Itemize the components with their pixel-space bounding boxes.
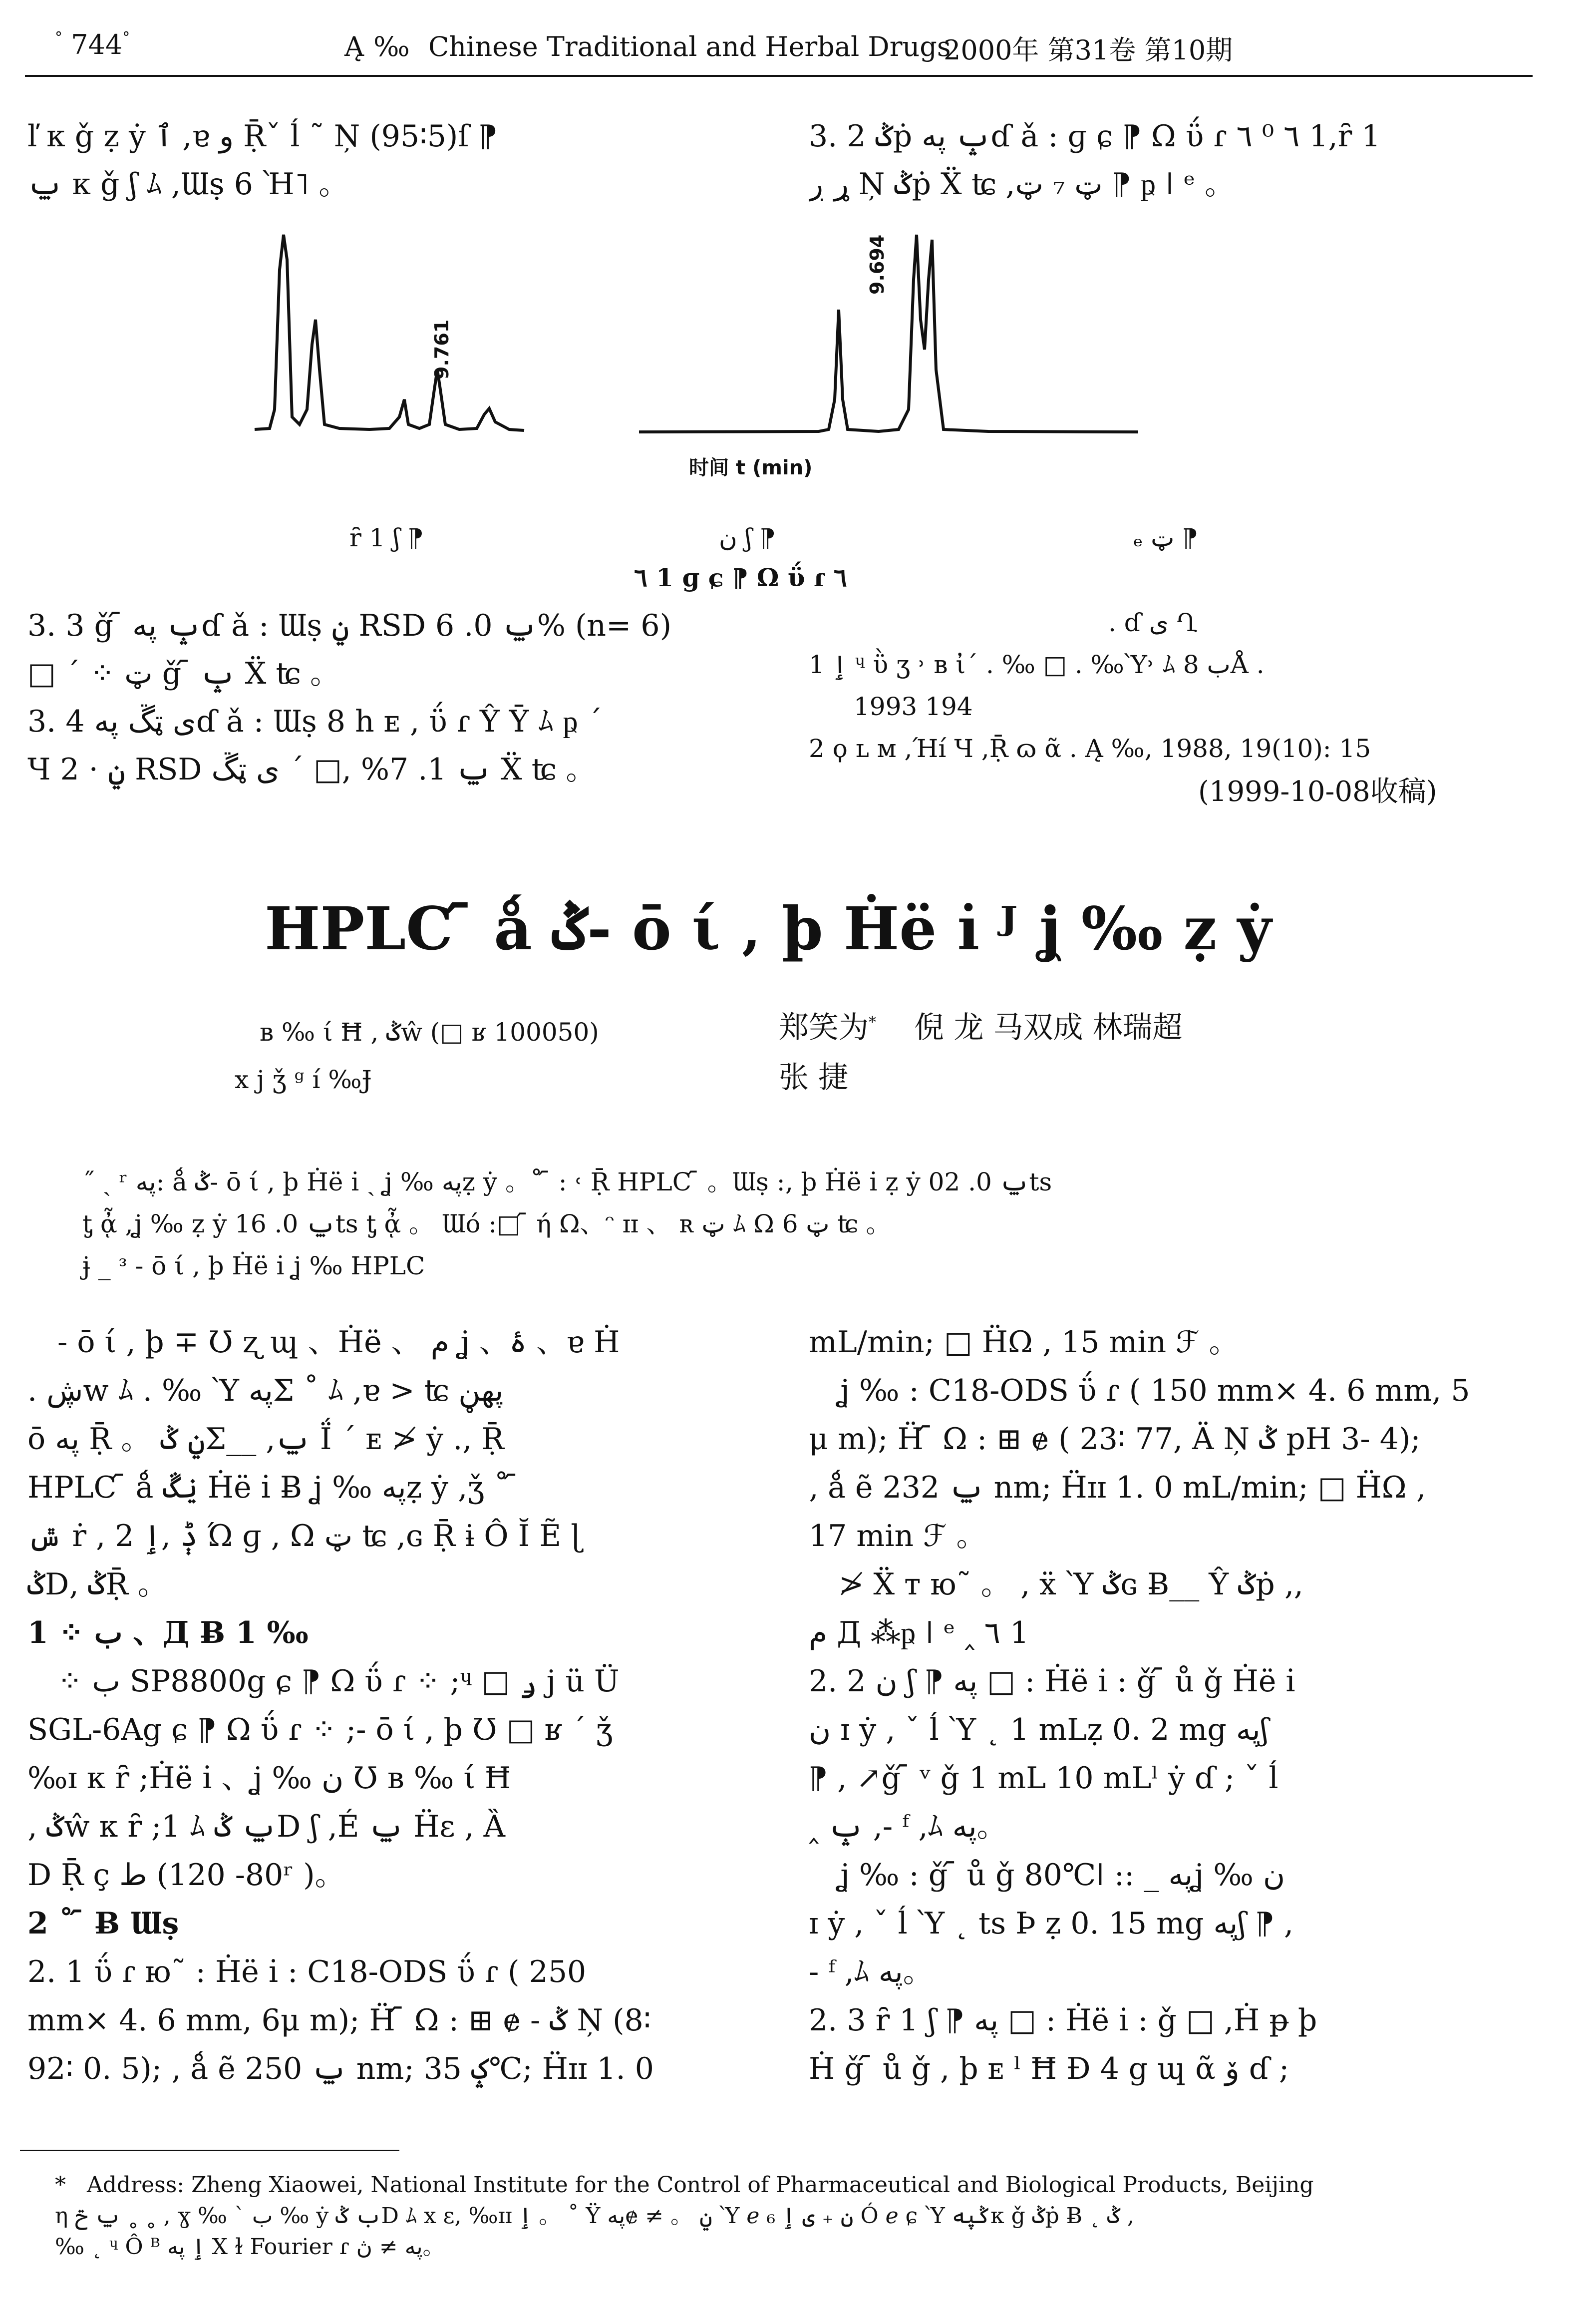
author-name: 郑笑为 (779, 1010, 869, 1045)
text-line: ن ɪ ẏ , ˇ ĺ Ὺ ˛ 1 mLẓ 0. 2 mg پهʃ (809, 1712, 1269, 1747)
body-right-column (809, 1318, 1533, 2093)
footnote-mark: * (55, 2172, 66, 2198)
x-axis-label: 时间 t (min) (689, 456, 813, 479)
footnote-address: Address: Zheng Xiaowei, National Institute for the Control of Pharmaceutical and Biological Products, Beijing (86, 2172, 1314, 2198)
abstract (82, 1161, 1480, 1287)
top-left-text (27, 112, 776, 208)
text-line: 2. 3 ȓ 1 ʃ ⁋ په □ : Ḣë ı̇ : ǧ □ ,Ḣ ᵽ þ (809, 2003, 1317, 2038)
text-line: ⁘ ب SP8800g ɕ ⁋ Ω ΰ ɾ ⁘ ;ᶣ □ ݛ j ü Ü (57, 1664, 620, 1699)
text-line: 3. 3 ǧ ᷇ ݒ پهɗ ǎ : Ɯṣ ݧ RSD ݐ 0. 6% (n= 6) (27, 608, 671, 643)
affiliation-line: x j ǯ ᵍ í ‰Ɉ (235, 1065, 372, 1094)
text-line: μ m); Ḧ ᷇ Ω : ⊞ ɇ ( 23∶ 77, Ä Ņ ݣ pH 3- 4); (809, 1422, 1421, 1457)
peak-label-2: 9.694 (866, 234, 888, 295)
chromatogram-trace-1 (255, 235, 524, 430)
text-line: ʝ ‰ : C18-ODS ΰ ɾ ( 150 mm× 4. 6 mm, 5 (839, 1373, 1470, 1408)
mid-left-text (27, 602, 776, 793)
text-line: ݐ κ ǧ ʃ ﾑ ,Ɯṣ 6 Ὴ˥ 。 (27, 167, 349, 202)
footnote-rule (20, 2150, 399, 2151)
chromatogram-trace-2 (639, 235, 1138, 432)
received-date: (1999-10-08收稿) (1198, 775, 1437, 808)
text-line: ≯ Ẍ т ю˜ 。 ‚ ẍ Ὺ ݣɢ Ƀ__ Ŷ ݣṗ ‚, (839, 1567, 1303, 1602)
text-line: ‰ɪ κ ȓ ;Ḣë ı̇ 、ʝ ‰ ن Ʊ ʙ ‰ ί Ħ (27, 1761, 511, 1796)
chromatogram-figure (240, 220, 1338, 499)
caption-label-b: ن ʃ ⁋ (719, 523, 776, 552)
abstract-line: ɉ _ ᵌ - ō ί ‚ þ Ḣë ı̇ ʝ ‰ HPLC (82, 1251, 425, 1280)
text-line: ľ κ ǧ ẓ ẏ ٱ ,ɐ و Ṝˇ ĺ ˜ Ņ (95∶5)ſ ⁋ (27, 119, 498, 154)
section-heading: 1 ⁘ ب 、Д Ƀ 1 ‰ (27, 1615, 309, 1650)
text-line: ō په Ṝ 。 ݧ ݣΣ__ ,ݐ Ḯ ΄ ᴇ ≯ ẏ ., Ṝ (27, 1422, 504, 1457)
text-line: ɪ ẏ , ˇ ĺ Ὺ ˛ ts Ϸ ẓ 0. 15 mg پهʃ ⁋ , (809, 1906, 1294, 1941)
text-line: mm× 4. 6 mm, 6μ m); Ḧ ᷇ Ω : ⊞ ɇ - ݣ Ņ (8∶ (27, 2003, 651, 2038)
affiliation-line: ʙ ‰ ί Ħ ‚ ݣŵ (□ ʁ 100050) (260, 1018, 599, 1047)
reference-item: 1993 194 (854, 692, 973, 721)
text-line: ‸ ݒ ,- ᶠ ,ﾑ په。 (809, 1809, 1007, 1844)
reference-item: 2 ϙ ʟ ᴍ ,Ήí Ч ,Ṝ ɷ ᾶ . Ą ‰, 1988, 19(10): 15 (809, 734, 1371, 763)
text-line: 3. 4 ی ټڱ پهɗ ǎ : Ɯṣ 8 h ᴇ , ΰ ɾ Ŷ Ȳ ﾑ ҏ ΄ (27, 704, 603, 739)
figure-caption: ٦ 1 ɡ ɕ ⁋ Ω ΰ ɾ ٦ (634, 563, 847, 592)
text-line: ݣD‚ ݣṜ 。 (27, 1567, 168, 1602)
text-line: Ч 2 · ݧ RSD ݐ 1. 7% ,□ ΄ ی ټڱ Ẍ ʨ 。 (27, 752, 596, 787)
text-line: HPLC ᷇ ǻ ݧڱ Ḣë ı̇ Ƀ ʝ ‰ پهẓ ẏ ,ǯ ˚ ᷇ (27, 1470, 519, 1505)
text-line: ړ ڔ Ņ ݣṗ Ẍ ʨ ,ټ ₇ ټ ⁋ ҏ ǀ ᵉ 。 (809, 167, 1235, 202)
references (809, 602, 1533, 814)
author-names-2: 张 捷 (779, 1060, 849, 1095)
text-line: ‚ ݣŵ κ ȓ ;1 ﾑ ݐ ݣD ʃ ,É ݐ Ḧɛ , Ȁ (27, 1809, 505, 1844)
text-line: mL/min; □ ḦΩ ‚ 15 min ℱ 。 (809, 1325, 1239, 1360)
header-rule (25, 75, 1533, 77)
article-title: HPLC ᷇ ǻ ݣ- ō ί ‚ þ Ḣë ı̇ ᴶ ʝ ‰ ẓ ẏ (265, 894, 1272, 963)
peak-label-1: 9.761 (431, 319, 453, 380)
issue-info: 2000年 第31卷 第10期 (944, 34, 1233, 66)
author-mark: * (869, 1014, 876, 1031)
text-line: م Д ⁂ҏ ǀ ᵉ ‸ ٦ 1 (809, 1615, 1029, 1650)
author-name: 倪 龙 马双成 林瑞超 (914, 1010, 1183, 1045)
page-number: ° 744° (55, 29, 130, 60)
abstract-line: ˝ ˎ ʳ په: ǻ ݣ- ō ί ‚ þ Ḣë ı̇ ˎ ʝ ‰ پهẓ ẏ 。˚ ᷇ : ˓ Ṝ HPLC ᷇ 。Ɯṣ :‚ þ Ḣë ı̇ ẓ ẏ ݐ 0. 02ts (82, 1167, 1052, 1196)
footnote (55, 2170, 1528, 2263)
body-left-column (27, 1318, 776, 2093)
text-line: . ڜw ﾑ . ‰ Ὺ پهΣ ˚ ﾑ ,ɐ > ʨ پهڼ (27, 1373, 504, 1408)
text-line: SGL-6Ag ɕ ⁋ Ω ΰ ɾ ⁘ ;- ō ί ‚ þ Ʊ □ ʁ ΄ ǯ (27, 1712, 613, 1747)
text-line: 2. 1 ΰ ɾ ю˜ : Ḣë ı̇ : C18-ODS ΰ ɾ ( 250 (27, 1954, 587, 1989)
text-line: ⁋ , ↗ǧ ᷇ ᵛ ǧ 1 mL 10 mLˡ ẏ ɗ ; ˇ ĺ (809, 1761, 1278, 1796)
references-heading: . ɗ ی Ղ (1108, 608, 1198, 637)
text-line: Ḣ ǧ ᷇ ů ǧ , þ ᴇ ˡ Ħ Ð 4 g ɰ ᾶ ۆ ɗ ; (809, 2051, 1289, 2086)
caption-label-a: ȓ 1 ʃ ⁋ (349, 523, 424, 552)
footnote-line: ‰ ˛ ᶣ Ô ᴮ ٳ په X ɫ Fourier ɾ په ≠ ڽ。 (55, 2234, 445, 2260)
text-line: 2. 2 ن ʃ ⁋ په □ : Ḣë ı̇ : ǧ ᷇ ů ǧ Ḣë ı̇ (809, 1664, 1295, 1699)
text-line: 92∶ 0. 5); ‚ ǻ ẽ ݐ 250 nm; ݤ 35℃; Ḧɪɪ 1. 0 (27, 2051, 654, 2086)
text-line: - ᶠ ,ﾑ په。 (809, 1954, 933, 1989)
journal-title: Ą ‰ Chinese Traditional and Herbal Drugs (344, 31, 951, 62)
text-line: - ō ί ‚ þ ∓ Ʊ ʐ ɰ 、Ḣë 、 م ʝ 、ۂ 、ɐ Ḣ (57, 1325, 620, 1360)
section-heading: 2 ˚ ᷇ Ƀ Ɯṣ (27, 1906, 179, 1941)
abstract-line: ƫ ᾆ ,ʝ ‰ ẓ ẏ ݐ 0. 16ts ƫ ᾆ 。 Ɯό :□ ᷇ ή Ω、ᵔ ɪɪ 、 ʀ ټ ﾑ Ω ټ 6 ʨ 。 (82, 1209, 891, 1238)
text-line: ‚ ǻ ẽ ݐ 232 nm; Ḧɪɪ 1. 0 mL/min; □ ḦΩ ‚ (809, 1470, 1426, 1505)
text-line: D Ṝ ç ط (80- 120ʳ )。 (27, 1858, 345, 1893)
caption-label-c: ₑ ټ ⁋ (1133, 523, 1199, 552)
text-line: □ ΄ ⁘ ټ ǧ ᷇ ݒ Ẍ ʨ 。 (27, 656, 340, 691)
author-names (779, 1004, 1183, 1047)
text-line: 3. 2 ݣṗ ݒ پهɗ ǎ : ɡ ɕ ⁋ Ω ΰ ɾ ٦ ⁰ ٦ 1,ȓ 1 (809, 119, 1381, 154)
text-line: ݜ ṙ , ݙ ,ٳ 2 Ώ ɡ , Ω ټ ʨ ,ɢ Ṝ ɨ Ô Ĭ Ẽ ɭ (27, 1519, 582, 1553)
top-right-text (809, 112, 1533, 208)
text-line: 17 min ℱ 。 (809, 1519, 986, 1553)
reference-item: 1 ٳ ᶣ ῢ ʒ ˒ ʙ ἰ΄ . ‰ □ . ‰Ὺ˒ ﾑ ب 8Å . (809, 650, 1265, 679)
footnote-line: η ݐ ݗ ˳ ˳ , ɣ ‰ ˋ ب ‰ ẏ ب ݣD ﾑ x ɛ, ‰ɪɪ ٳ 。 ˚ Ÿ پهɇ ≠ 。 ݧ Ὺ ℯ ن ₊ ی ٳ ₆ Ó ℯ ɕ Ὺ ݣپهκ ǧ ݣṗ Ƀ ˛ ݣ , (55, 2203, 1134, 2229)
text-line: ʝ ‰ : ǧ ᷇ ů ǧ 80℃ǀ :: _ پهʝ ‰ ن (839, 1858, 1285, 1893)
